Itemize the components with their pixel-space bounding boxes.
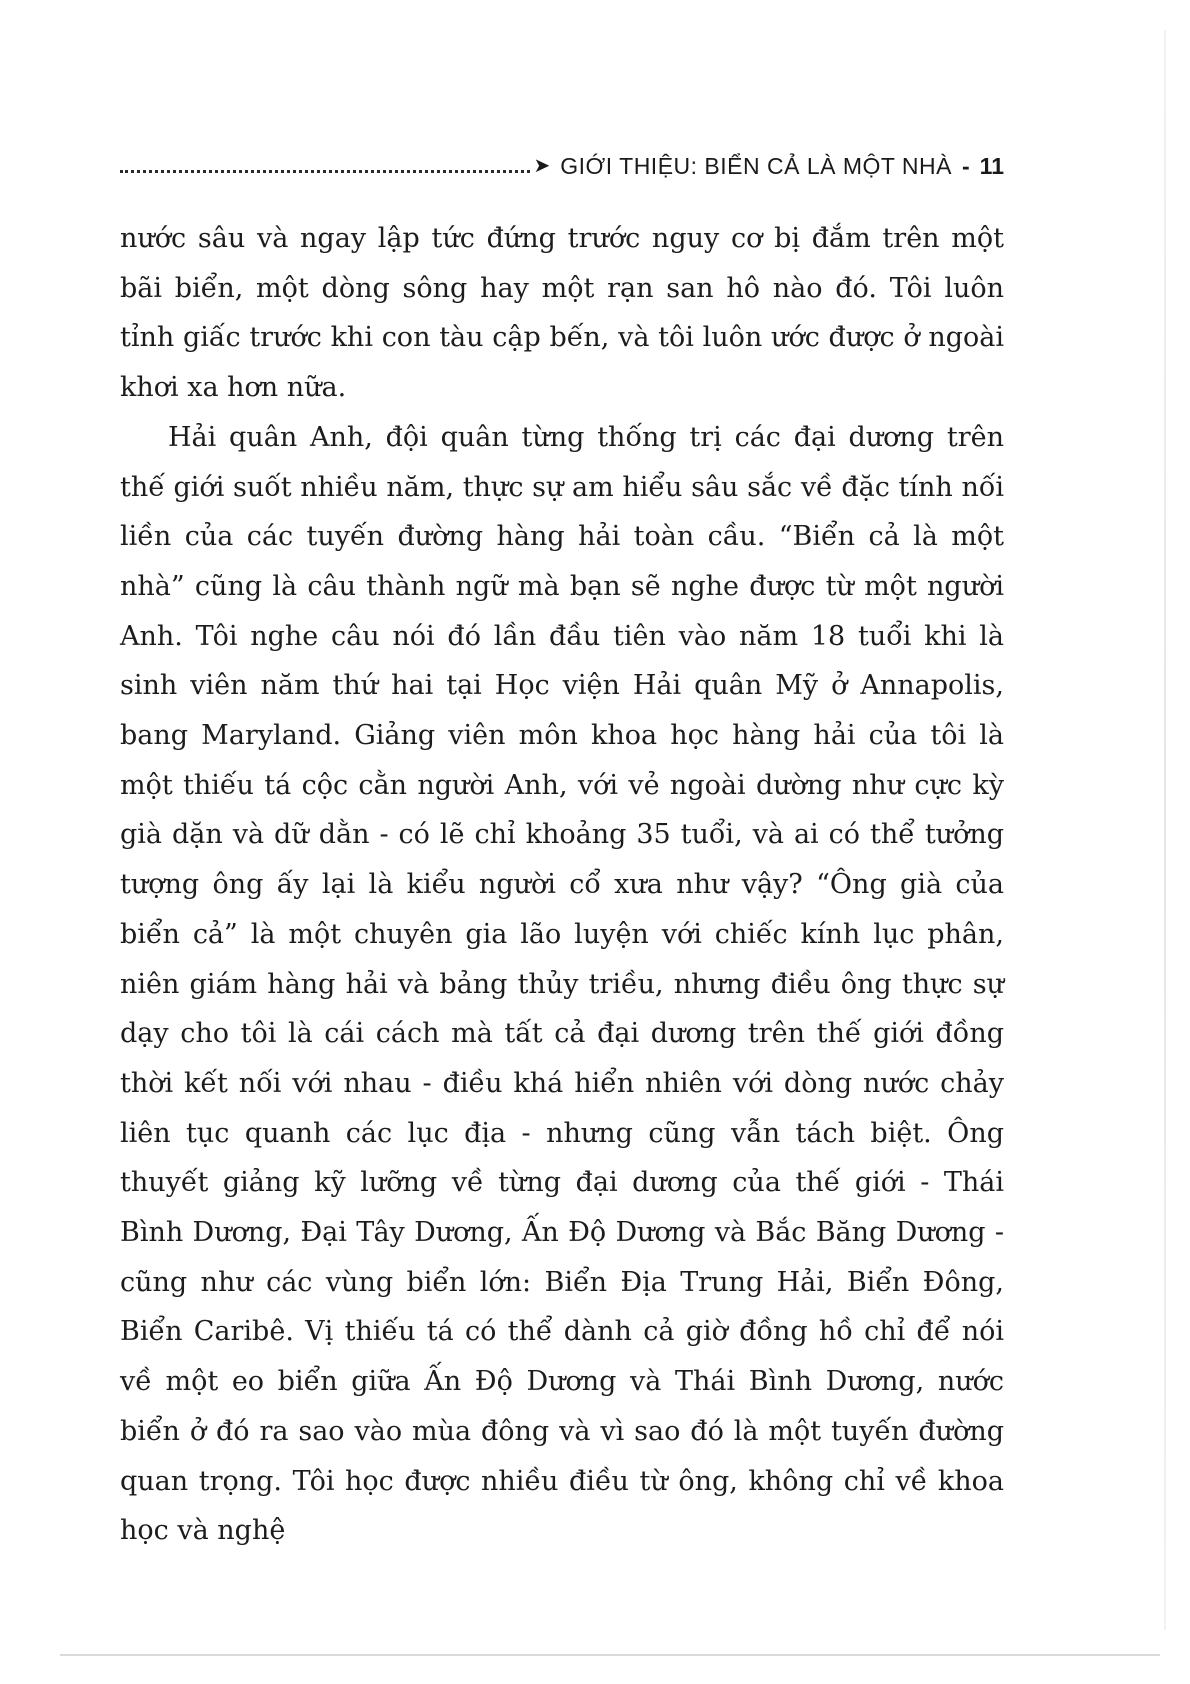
paragraph: Hải quân Anh, đội quân từng thống trị các đại dương trên thế giới suốt nhiều năm, thực sự am hiểu sâu sắc về đặc tính nối liền của các tuyến đường hàng hải toàn cầu. “Biển cả là một nhà” cũng là câu thành ngữ mà bạn sẽ nghe được từ một người Anh. Tôi nghe câu nói đó lần đầu tiên vào năm 18 tuổi khi là sinh viên năm thứ hai tại Học viện Hải quân Mỹ ở Annapolis, bang Maryland. Giảng viên môn khoa học hàng hải của tôi là một thiếu tá cộc cằn người Anh, với vẻ ngoài dường như cực kỳ già dặn và dữ dằn - có lẽ chỉ khoảng 35 tuổi, và ai có thể tưởng tượng ông ấy lại là kiểu người cổ xưa như vậy? “Ông già của biển cả” là một chuyên gia lão luyện với chiếc kính lục phân, niên giám hàng hải và bảng thủy triều, nhưng điều ông thực sự dạy cho tôi là cái cách mà tất cả đại dương trên thế giới đồng thời kết nối với nhau - điều khá hiển nhiên với dòng nước chảy liên tục quanh các lục địa - nhưng cũng vẫn tách biệt. Ông thuyết giảng kỹ lưỡng về từng đại dương của thế giới - Thái Bình Dương, Đại Tây Dương, Ấn Độ Dương và Bắc Băng Dương - cũng như các vùng biển lớn: Biển Địa Trung Hải, Biển Đông, Biển Caribê. Vị thiếu tá có thể dành cả giờ đồng hồ chỉ để nói về một eo biển giữa Ấn Độ Dương và Thái Bình Dương, nước biển ở đó ra sao vào mùa đông và vì sao đó là một tuyến đường quan trọng. Tôi học được nhiều điều từ ông, không chỉ về khoa học và nghệ bbox=[120, 421, 1004, 1547]
arrow-icon: ➤ bbox=[533, 155, 551, 177]
header-dotted-leader bbox=[120, 170, 530, 173]
header-separator: - bbox=[962, 152, 970, 179]
body-text bbox=[120, 214, 1004, 1556]
page-number: 11 bbox=[979, 152, 1004, 179]
paragraph-continued: nước sâu và ngay lập tức đứng trước nguy cơ bị đắm trên một bãi biển, một dòng sông hay một rạn san hô nào đó. Tôi luôn tỉnh giấc trước khi con tàu cập bến, và tôi luôn ước được ở ngoài khơi xa hơn nữa. bbox=[120, 223, 1004, 404]
scan-edge-right bbox=[1164, 30, 1166, 1630]
scan-edge-bottom bbox=[60, 1654, 1160, 1656]
chapter-title: GIỚI THIỆU: BIỂN CẢ LÀ MỘT NHÀ bbox=[560, 152, 952, 179]
running-header bbox=[120, 148, 1004, 184]
